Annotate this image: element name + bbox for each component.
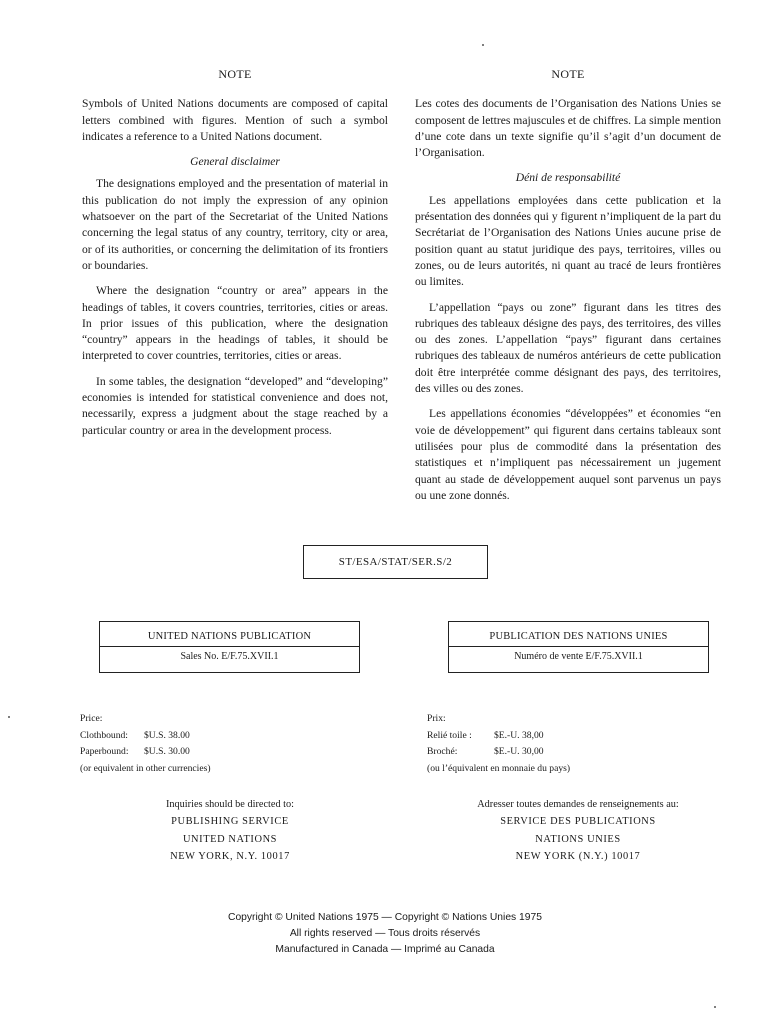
broche-price: $E.-U. 30,00	[494, 746, 544, 757]
english-disclaimer-heading: General disclaimer	[190, 155, 280, 169]
rights-reserved-line: All rights reserved — Tous droits réservés	[289, 928, 481, 940]
french-address-line-1: SERVICE DES PUBLICATIONS	[500, 816, 656, 828]
english-clothbound-row	[80, 728, 211, 745]
english-inquiries-intro: Inquiries should be directed to:	[165, 799, 295, 810]
french-developed-paragraph: Les appellations économies “développées” et économies “en voie de développement” qui figurent dans certains tableaux sont utilisées pour plus de commodité dans la présentation des statistiques et n’impliquent pas nécessairement un jugement quant au stade de développement auquel sont parvenus un pays ou une zone donnés.	[415, 407, 721, 502]
english-address-line-2: UNITED NATIONS	[182, 833, 278, 845]
english-price-heading: Price:	[80, 713, 103, 724]
english-address-line-3: NEW YORK, N.Y. 10017	[170, 851, 290, 863]
scan-speck	[714, 1006, 716, 1008]
french-note-heading: NOTE	[551, 67, 585, 81]
english-address-line-1: PUBLISHING SERVICE	[171, 816, 289, 828]
french-currency-note: (ou l’équivalent en monnaie du pays)	[427, 762, 571, 774]
document-symbol-box	[303, 545, 488, 579]
french-address-line-2: NATIONS UNIES	[535, 833, 621, 845]
relie-toile-label: Relié toile :	[427, 729, 472, 741]
english-note-heading: NOTE	[218, 67, 252, 81]
english-publication-box	[99, 621, 360, 673]
french-publication-box	[448, 621, 709, 673]
english-symbols-paragraph: Symbols of United Nations documents are composed of capital letters combined with figures. Mention of such a symbol indicates a reference to a United Nations document.	[82, 97, 388, 143]
copyright-block	[0, 910, 770, 959]
french-inquiries-block	[453, 796, 703, 866]
relie-toile-price: $E.-U. 38,00	[494, 729, 544, 741]
paperbound-price: $U.S. 30.00	[144, 746, 190, 757]
english-developed-paragraph: In some tables, the designation “developed” and “developing” economies is intended for statistical convenience and does not, necessarily, express a judgment about the stage reached by a particular country or area in the development process.	[82, 374, 388, 437]
clothbound-label: Clothbound:	[80, 729, 128, 741]
english-note-column	[82, 66, 388, 448]
french-price-heading: Prix:	[427, 713, 446, 724]
paperbound-label: Paperbound:	[80, 746, 129, 757]
english-designations-paragraph: The designations employed and the presentation of material in this publication do not imply the expression of any opinion whatsoever on the part of the Secretariat of the United Nations concerning the legal status of any country, territory, city or area, or of its authorities, or concerning the delimitation of its frontiers or boundaries.	[82, 177, 388, 272]
french-note-column	[415, 66, 721, 513]
french-inquiries-intro: Adresser toutes demandes de renseignements au:	[477, 799, 679, 810]
english-price-block	[80, 711, 211, 777]
french-sales-number: Numéro de vente E/F.75.XVII.1	[514, 651, 643, 662]
english-paperbound-row	[80, 744, 211, 761]
french-relie-row	[427, 728, 570, 745]
french-broche-row	[427, 744, 570, 761]
scan-speck	[8, 716, 10, 718]
scan-speck	[482, 44, 484, 46]
french-country-area-paragraph: L’appellation “pays ou zone” figurant dans les titres des rubriques des tableaux désigne des pays, des territoires, des villes ou des zones. L’appellation “pays” figurant dans certaines rubriques des tableaux de numéros antérieurs de cette publication doit être interprétée comme désignant des pays, des territoires, des villes ou des zones.	[415, 300, 721, 396]
english-sales-number: Sales No. E/F.75.XVII.1	[180, 651, 279, 662]
document-symbol: ST/ESA/STAT/SER.S/2	[338, 556, 453, 568]
french-designations-paragraph: Les appellations employées dans cette publication et la présentation des données qui y figurent n’impliquent de la part du Secrétariat de l’Organisation des Nations Unies aucune prise de position quant au statut juridique des pays, territoires, villes ou zones, ou de leurs autorités, ni quant au tracé de leurs frontières ou limites.	[415, 193, 721, 289]
broche-label: Broché:	[427, 746, 458, 757]
english-country-area-paragraph: Where the designation “country or area” appears in the headings of tables, it covers countries, territories, cities or areas. In prior issues of this publication, where the designation “country” appears in the headings of tables, it should be interpreted to cover countries, territories, cities or areas.	[82, 284, 388, 363]
copyright-line: Copyright © United Nations 1975 — Copyright © Nations Unies 1975	[228, 912, 542, 923]
french-disclaimer-heading: Déni de responsabilité	[515, 171, 621, 185]
english-publication-title: UNITED NATIONS PUBLICATION	[100, 622, 359, 647]
french-address-line-3: NEW YORK (N.Y.) 10017	[515, 851, 641, 863]
french-symbols-paragraph: Les cotes des documents de l’Organisation des Nations Unies se composent de lettres majuscules et de chiffres. La simple mention d’une cote dans un texte signifie qu’il s’agit d’un document de l’Organisation.	[415, 97, 721, 160]
manufactured-line: Manufactured in Canada — Imprimé au Canada	[275, 944, 495, 956]
french-price-block	[427, 711, 570, 777]
english-inquiries-block	[105, 796, 355, 866]
english-currency-note: (or equivalent in other currencies)	[80, 762, 211, 774]
clothbound-price: $U.S. 38.00	[144, 729, 190, 741]
french-publication-title: PUBLICATION DES NATIONS UNIES	[449, 622, 708, 647]
